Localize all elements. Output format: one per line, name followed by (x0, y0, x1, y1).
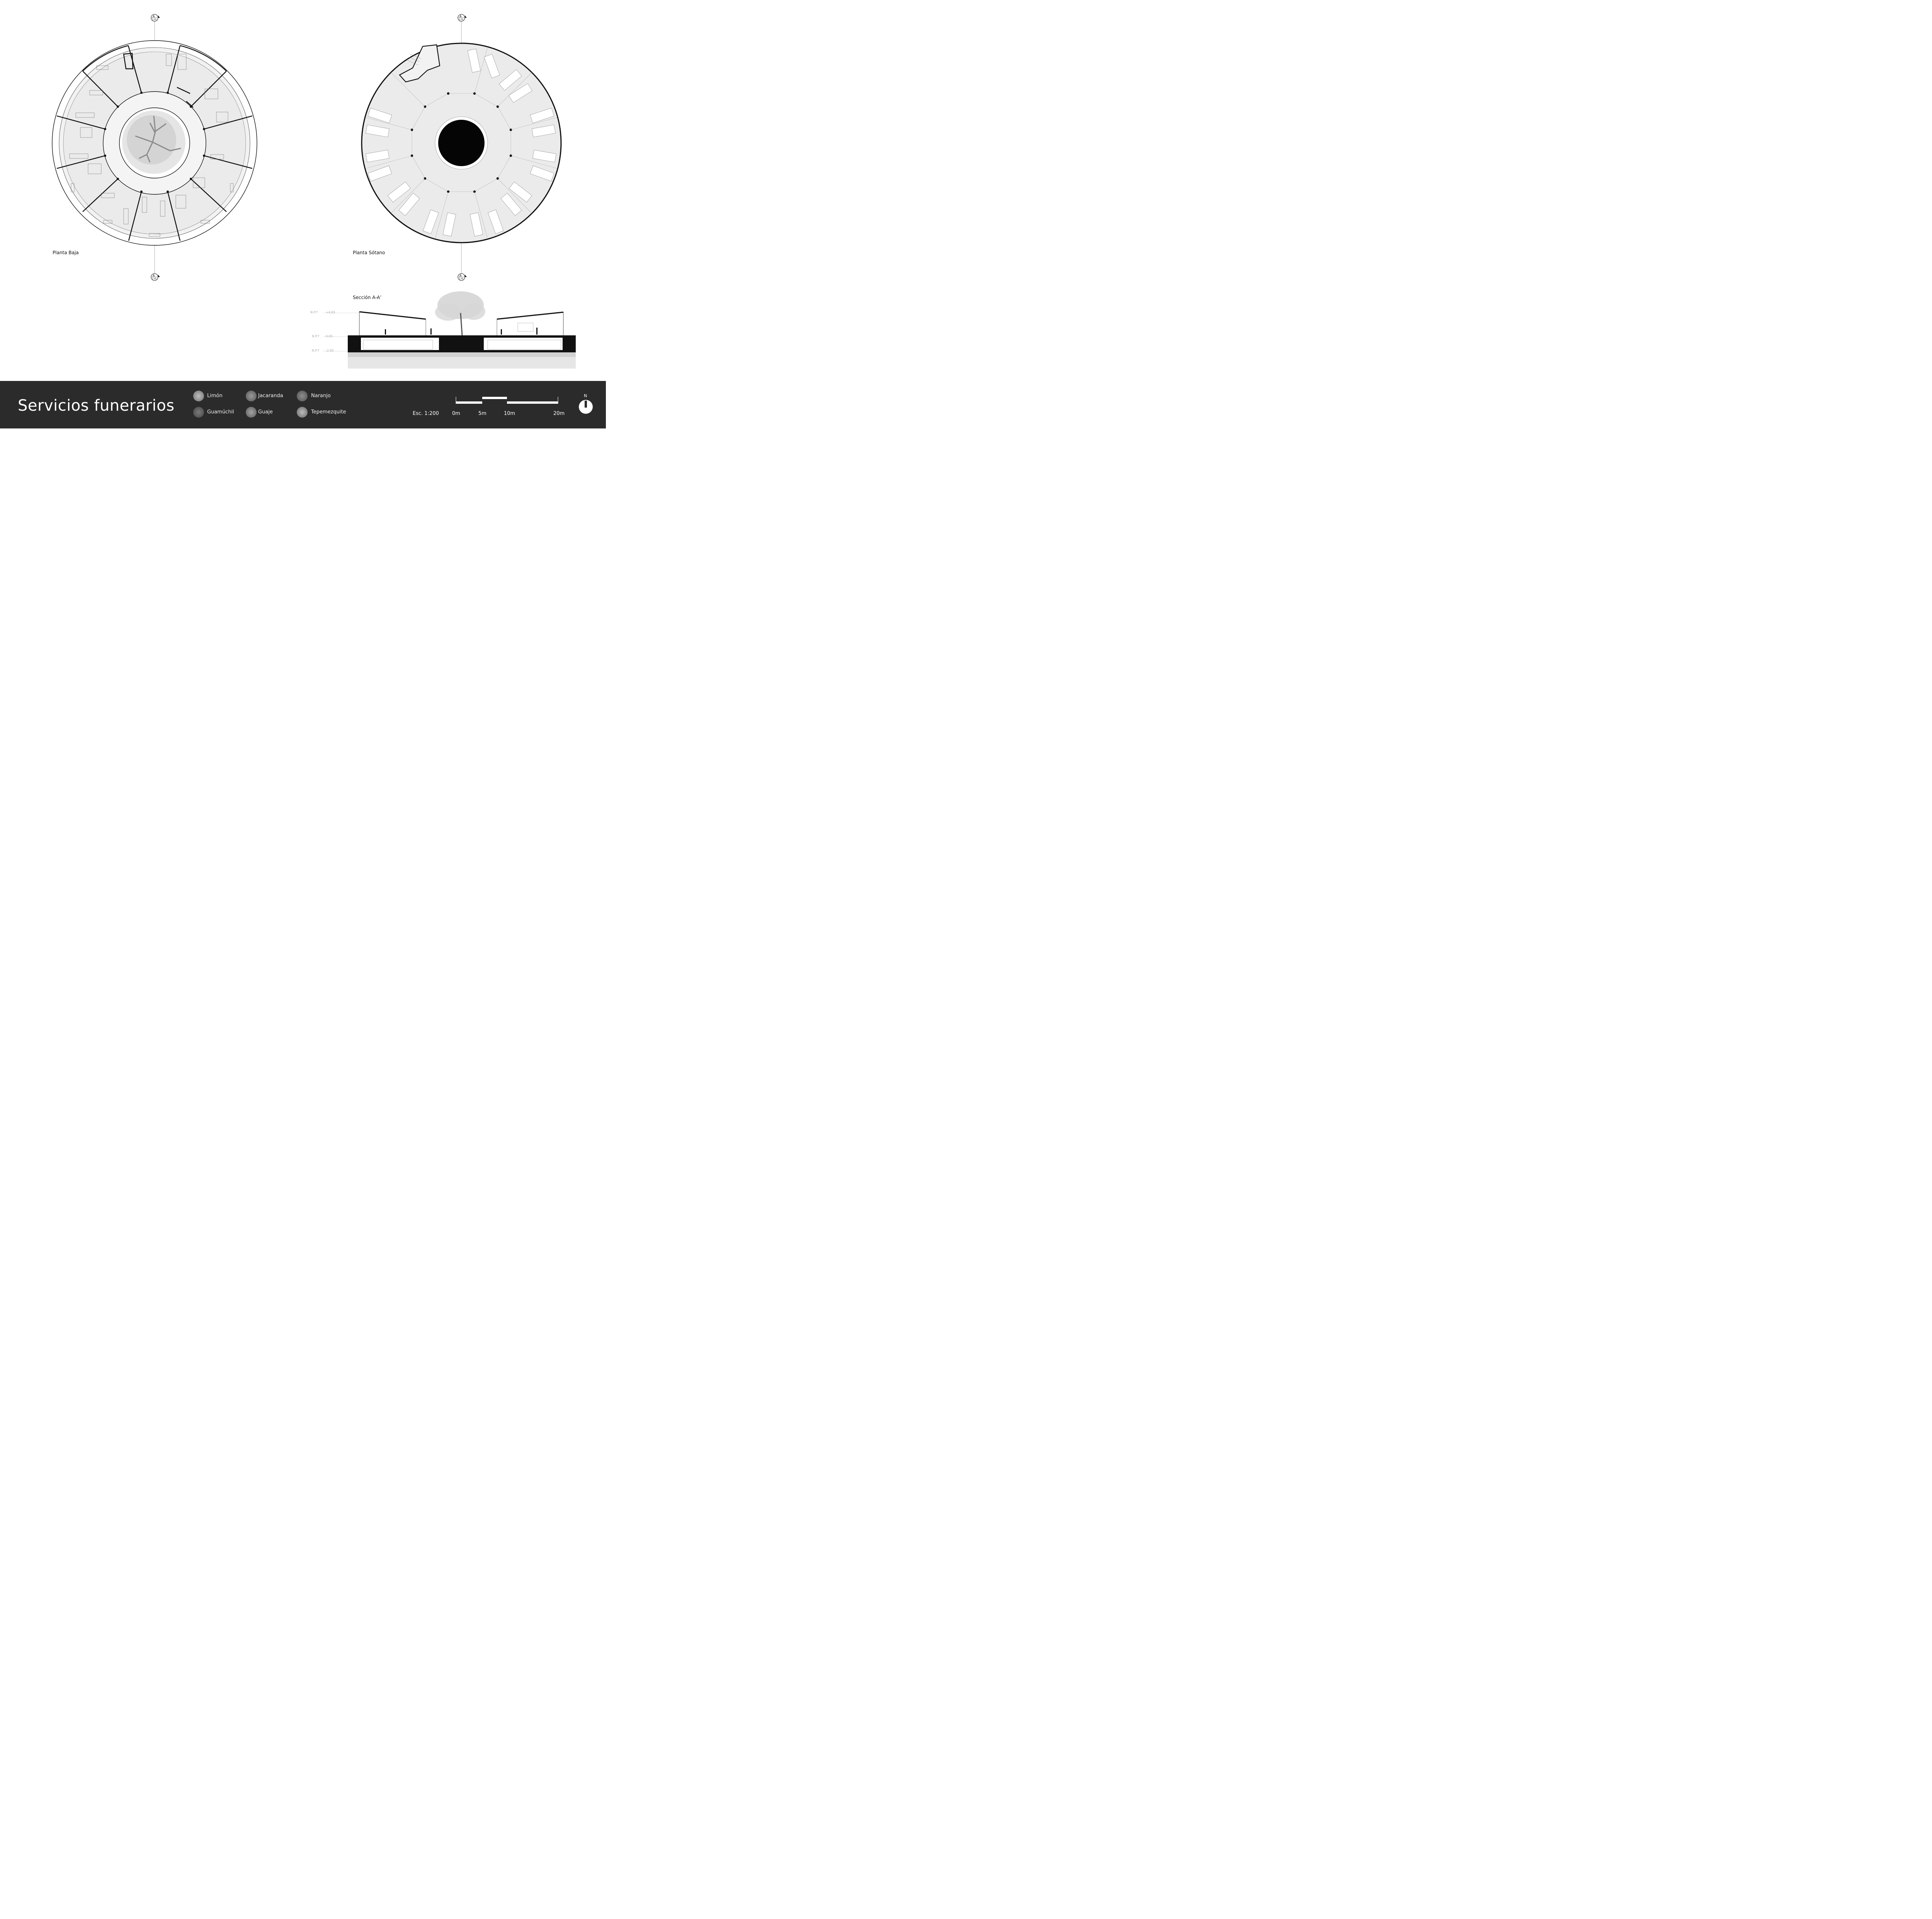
legend-guaje: Guaje (258, 409, 273, 415)
level-value-top: +4.65 (326, 311, 335, 314)
legend-naranjo: Naranjo (311, 393, 331, 399)
scale-bar (454, 396, 560, 405)
scale-tick-5: 5m (478, 411, 486, 416)
guamuchil-tree-icon (193, 407, 204, 418)
legend-guamuchil: Guamúchil (207, 409, 234, 415)
naranjo-tree-icon (297, 391, 308, 401)
level-label-top: N.P.T (310, 311, 318, 314)
jacaranda-tree-icon (246, 391, 257, 401)
marker-ref-ps-top: 1.01 (459, 19, 464, 21)
scale-tick-10: 10m (504, 411, 515, 416)
basement-title: Planta Sótano (353, 250, 385, 255)
guaje-tree-icon (246, 407, 257, 418)
ground-floor-title: Planta Baja (53, 250, 79, 255)
scale-tick-0: 0m (452, 411, 460, 416)
tepemezquite-tree-icon (297, 407, 308, 418)
north-label: N (584, 393, 587, 398)
ground-floor-plan (52, 14, 257, 280)
scale-label: Esc. 1:200 (413, 411, 439, 416)
legend-limon: Limón (207, 393, 223, 399)
north-arrow-icon (578, 399, 594, 415)
marker-letter-pb-top: A (153, 15, 155, 18)
basement-plan (362, 14, 561, 280)
marker-letter-pb-bottom: A (153, 274, 155, 277)
legend-tepemezquite: Tepemezquite (311, 409, 346, 415)
level-value-mid: 0.05 (326, 335, 333, 338)
level-label-mid: N.P.T (312, 335, 320, 338)
marker-letter-ps-top: A (459, 15, 462, 18)
marker-ref-pb-top: 1.01 (152, 19, 157, 21)
project-title: Servicios funerarios (18, 397, 175, 415)
marker-ref-ps-bottom: 1.01 (459, 278, 464, 280)
drawing-sheet (0, 0, 606, 428)
level-value-low: -2.85 (326, 349, 334, 352)
section-title: Sección A-A’ (353, 295, 382, 300)
section-drawing (323, 291, 576, 369)
scale-tick-20: 20m (553, 411, 565, 416)
legend-jacaranda: Jacaranda (258, 393, 283, 399)
limon-tree-icon (193, 391, 204, 401)
marker-ref-pb-bottom: 1.01 (152, 278, 157, 280)
level-label-low: N.P.T (312, 349, 320, 352)
marker-letter-ps-bottom: A (459, 274, 462, 277)
